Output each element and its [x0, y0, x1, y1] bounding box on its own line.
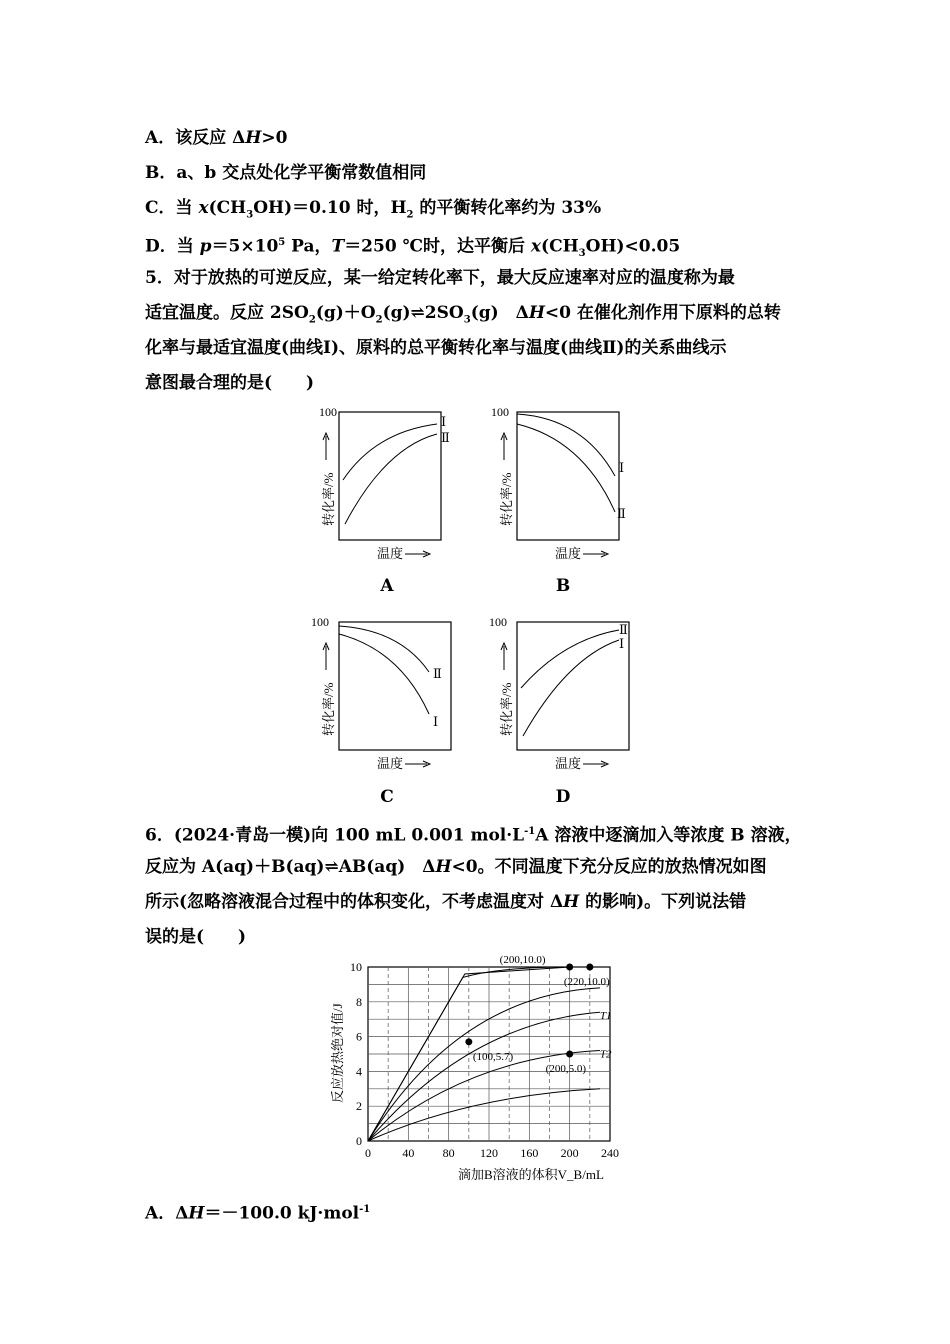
data-label: (100,5.7)	[472, 1050, 514, 1063]
y-tick-label: 2	[356, 1099, 362, 1114]
data-point	[566, 1051, 573, 1058]
data-label: (200,10.0)	[499, 955, 546, 966]
y-tick-label: 6	[356, 1029, 362, 1044]
data-point	[566, 964, 573, 971]
svg-text:温度: 温度	[377, 546, 404, 561]
x-tick-label: 0	[365, 1146, 371, 1160]
svg-text:温度: 温度	[555, 546, 582, 561]
q6-chart	[320, 955, 630, 1185]
svg-text:温度: 温度	[377, 756, 404, 771]
q5-line-2: 适宜温度。反应 $2SO_2(g)+O_2(g)\rightleftharpoons 2SO_3(g)$ ΔH<0 在催化剂作用下原料的总转	[145, 303, 781, 326]
q5-line-1: 5．对于放热的可逆反应，某一给定转化率下，最大反应速率对应的温度称为最	[145, 268, 735, 288]
chart-ylabel: 反应放热绝对值/J	[330, 1003, 345, 1103]
svg-text:转化率/%: 转化率/%	[499, 472, 514, 526]
series-line	[368, 1012, 600, 1141]
svg-text:Ⅱ: Ⅱ	[619, 622, 628, 637]
q5-graph-a	[305, 400, 455, 570]
svg-text:温度: 温度	[555, 756, 582, 771]
x-tick-label: 120	[480, 1146, 498, 1160]
data-point	[586, 964, 593, 971]
q6-line-4: 误的是( )	[145, 927, 247, 947]
q4-option-c: C．当 $x(CH_3OH)=0.10$ 时，$H_2$ 的平衡转化率约为 33%	[145, 198, 602, 221]
q6-line-3: 所示(忽略溶液混合过程中的体积变化，不考虑温度对 ΔH 的影响)。下列说法错	[145, 892, 747, 912]
q4-option-b: B．a、b 交点处化学平衡常数值相同	[145, 163, 427, 183]
series-label-t2: T2	[599, 1048, 612, 1061]
data-label: (200,5.0)	[545, 1063, 586, 1075]
y-tick-label: 0	[356, 1134, 362, 1148]
chart-xlabel: 滴加B溶液的体积V_B/mL	[458, 1167, 604, 1182]
y-tick-label: 4	[356, 1064, 362, 1079]
svg-text:100: 100	[311, 615, 329, 629]
x-tick-label: 40	[402, 1146, 415, 1160]
svg-text:100: 100	[489, 615, 507, 629]
q4-option-d: D．当 $p=5\times 10^5$ Pa，T＝250 ℃时，达平衡后 $x(CH_3OH)<0.05$	[145, 236, 681, 260]
y-tick-label: 8	[356, 994, 362, 1009]
y-tick-label: 10	[350, 960, 362, 974]
q5-graph-b	[483, 400, 633, 570]
svg-text:Ⅰ: Ⅰ	[433, 714, 439, 729]
x-tick-label: 240	[601, 1146, 619, 1160]
x-tick-label: 80	[442, 1146, 455, 1160]
q6-line-2: 反应为 A(aq)＋B(aq)⇌AB(aq) ΔH<0。不同温度下充分反应的放热情况如图	[145, 857, 767, 877]
svg-text:转化率/%: 转化率/%	[499, 682, 514, 736]
q4-option-a: A．该反应 ΔH>0	[145, 128, 288, 148]
x-tick-label: 200	[560, 1146, 579, 1160]
svg-text:Ⅰ: Ⅰ	[619, 636, 625, 651]
q5-caption-a: A	[380, 576, 394, 596]
svg-text:Ⅱ: Ⅱ	[617, 506, 626, 521]
svg-text:Ⅰ: Ⅰ	[619, 460, 625, 475]
svg-text:100: 100	[491, 405, 509, 419]
q5-caption-b: B	[555, 576, 571, 596]
q5-line-3: 化率与最适宜温度(曲线Ⅰ)、原料的总平衡转化率与温度(曲线Ⅱ)的关系曲线示	[145, 338, 727, 358]
series-label-t1: T1	[599, 1010, 612, 1023]
svg-text:转化率/%: 转化率/%	[321, 472, 336, 526]
q6-option-a: A．ΔH＝－100.0 kJ·mol$^{-1}$	[145, 1203, 371, 1224]
svg-text:Ⅱ: Ⅱ	[433, 666, 442, 681]
q5-graph-c	[305, 610, 455, 780]
data-point	[465, 1038, 472, 1045]
svg-text:Ⅰ: Ⅰ	[441, 414, 447, 429]
x-tick-label: 160	[520, 1146, 539, 1160]
svg-text:100: 100	[319, 405, 337, 419]
q5-graph-d	[483, 610, 633, 780]
data-label: (220,10.0)	[563, 976, 610, 988]
q5-caption-c: C	[380, 787, 394, 807]
svg-text:转化率/%: 转化率/%	[321, 682, 336, 736]
q6-line-1: 6．(2024·青岛一模)向 100 mL 0.001 $mol\cdot L^{-1}A$ 溶液中逐滴加入等浓度 B 溶液，	[145, 825, 802, 846]
q5-line-4: 意图最合理的是( )	[145, 373, 315, 393]
svg-text:Ⅱ: Ⅱ	[441, 430, 450, 445]
q5-caption-d: D	[555, 787, 571, 807]
